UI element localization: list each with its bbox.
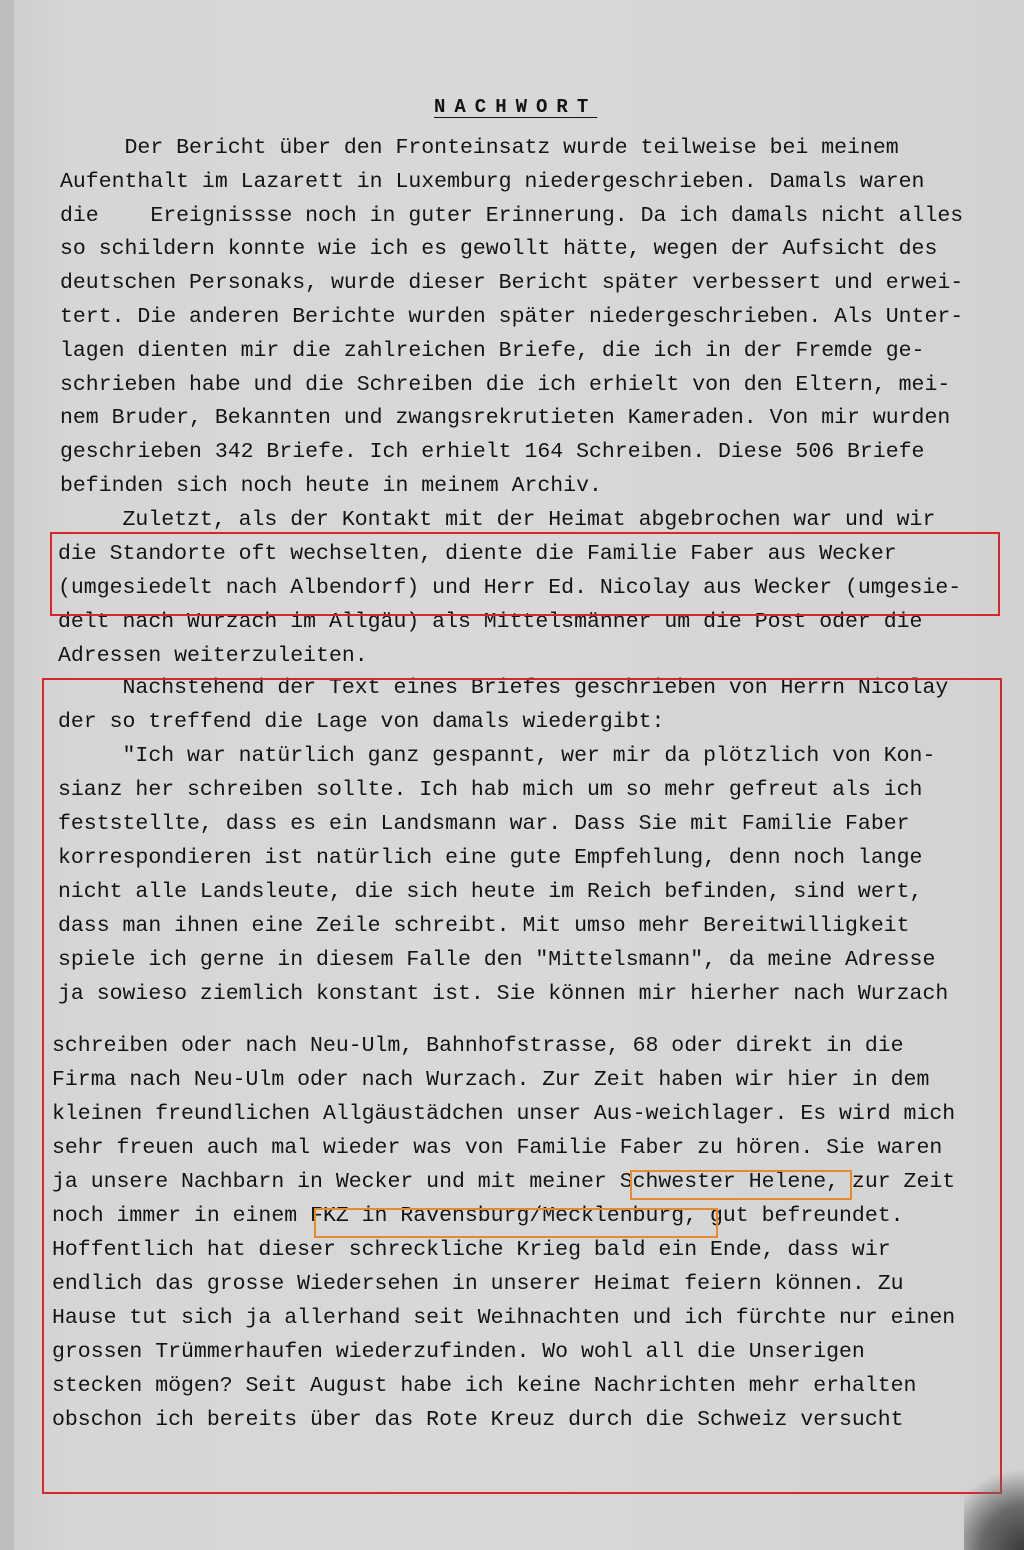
text-line: die Standorte oft wechselten, diente die Familie Faber aus Wecker [58, 542, 897, 566]
text-line: delt nach Wurzach im Allgäu) als Mittelsmänner um die Post oder die [58, 610, 923, 634]
text-line: spiele ich gerne in diesem Falle den "Mittelsmann", da meine Adresse [58, 948, 936, 972]
text-line: schrieben habe und die Schreiben die ich erhielt von den Eltern, mei- [60, 372, 951, 397]
text-line: geschrieben 342 Briefe. Ich erhielt 164 Schreiben. Diese 506 Briefe [60, 440, 925, 465]
text-line: die Ereignissse noch in guter Erinnerung. Da ich damals nicht alles [60, 203, 964, 228]
text-line: ja sowieso ziemlich konstant ist. Sie können mir hierher nach Wurzach [58, 982, 949, 1006]
text-line: stecken mögen? Seit August habe ich keine Nachrichten mehr erhalten [52, 1374, 917, 1398]
scan-corner-shadow [964, 1460, 1024, 1550]
text-line: sianz her schreiben sollte. Ich hab mich um so mehr gefreut als ich [58, 778, 923, 802]
text-line: nem Bruder, Bekannten und zwangsrekrutieten Kameraden. Von mir wurden [60, 406, 951, 431]
highlight-box-faber-line [50, 532, 1000, 616]
text-line: dass man ihnen eine Zeile schreibt. Mit umso mehr Bereitwilligkeit [58, 914, 910, 938]
text-line: noch immer in einem FKZ in Ravensburg/Mecklenburg, gut befreundet. [52, 1204, 904, 1228]
text-line: der so treffend die Lage von damals wiedergibt: [58, 710, 665, 734]
scanned-page [14, 0, 1024, 1550]
text-line: befinden sich noch heute in meinem Archiv. [60, 474, 602, 498]
highlight-box-letter [42, 678, 1002, 1494]
highlight-box-schwester-helene [630, 1170, 852, 1200]
text-line: Hoffentlich hat dieser schreckliche Krieg bald ein Ende, dass wir [52, 1238, 891, 1262]
text-line: korrespondieren ist natürlich eine gute Empfehlung, denn noch lange [58, 846, 923, 870]
text-line: Firma nach Neu-Ulm oder nach Wurzach. Zur Zeit haben wir hier in dem [52, 1068, 930, 1092]
text-line: Aufenthalt im Lazarett in Luxemburg niedergeschrieben. Damals waren [60, 169, 925, 194]
text-line: sehr freuen auch mal wieder was von Familie Faber zu hören. Sie waren [52, 1136, 943, 1160]
text-line: Zuletzt, als der Kontakt mit der Heimat abgebrochen war und wir [58, 508, 936, 532]
text-line: nicht alle Landsleute, die sich heute im Reich befinden, sind wert, [58, 880, 923, 904]
page-title: NACHWORT [434, 96, 598, 118]
text-line: obschon ich bereits über das Rote Kreuz durch die Schweiz versucht [52, 1408, 904, 1432]
text-line: Der Bericht über den Fronteinsatz wurde teilweise bei meinem [60, 136, 899, 160]
text-line: tert. Die anderen Berichte wurden später niedergeschrieben. Als Unter- [60, 305, 964, 329]
text-line: Hause tut sich ja allerhand seit Weihnachten und ich fürchte nur einen [52, 1306, 956, 1330]
text-line: "Ich war natürlich ganz gespannt, wer mir da plötzlich von Kon- [58, 744, 936, 768]
text-line: kleinen freundlichen Allgäustädchen unser Aus-weichlager. Es wird mich [52, 1102, 956, 1126]
text-line: (umgesiedelt nach Albendorf) und Herr Ed. Nicolay aus Wecker (umgesie- [58, 576, 962, 600]
text-line: feststellte, dass es ein Landsmann war. Dass Sie mit Familie Faber [58, 812, 910, 836]
text-line: Nachstehend der Text eines Briefes geschrieben von Herrn Nicolay [58, 676, 949, 700]
text-line: schreiben oder nach Neu-Ulm, Bahnhofstrasse, 68 oder direkt in die [52, 1034, 904, 1058]
text-line: lagen dienten mir die zahlreichen Briefe, die ich in der Fremde ge- [60, 338, 925, 363]
text-line: ja unsere Nachbarn in Wecker und mit meiner Schwester Helene, zur Zeit [52, 1170, 956, 1194]
text-line: deutschen Personaks, wurde dieser Bericht später verbessert und erwei- [60, 271, 964, 296]
text-line: grossen Trümmerhaufen wiederzufinden. Wo wohl all die Unserigen [52, 1340, 865, 1364]
text-line: so schildern konnte wie ich es gewollt hätte, wegen der Aufsicht des [60, 237, 938, 262]
highlight-box-fkz-ravensburg [314, 1208, 718, 1238]
text-line: Adressen weiterzuleiten. [58, 644, 368, 668]
text-line: endlich das grosse Wiedersehen in unserer Heimat feiern können. Zu [52, 1272, 904, 1296]
